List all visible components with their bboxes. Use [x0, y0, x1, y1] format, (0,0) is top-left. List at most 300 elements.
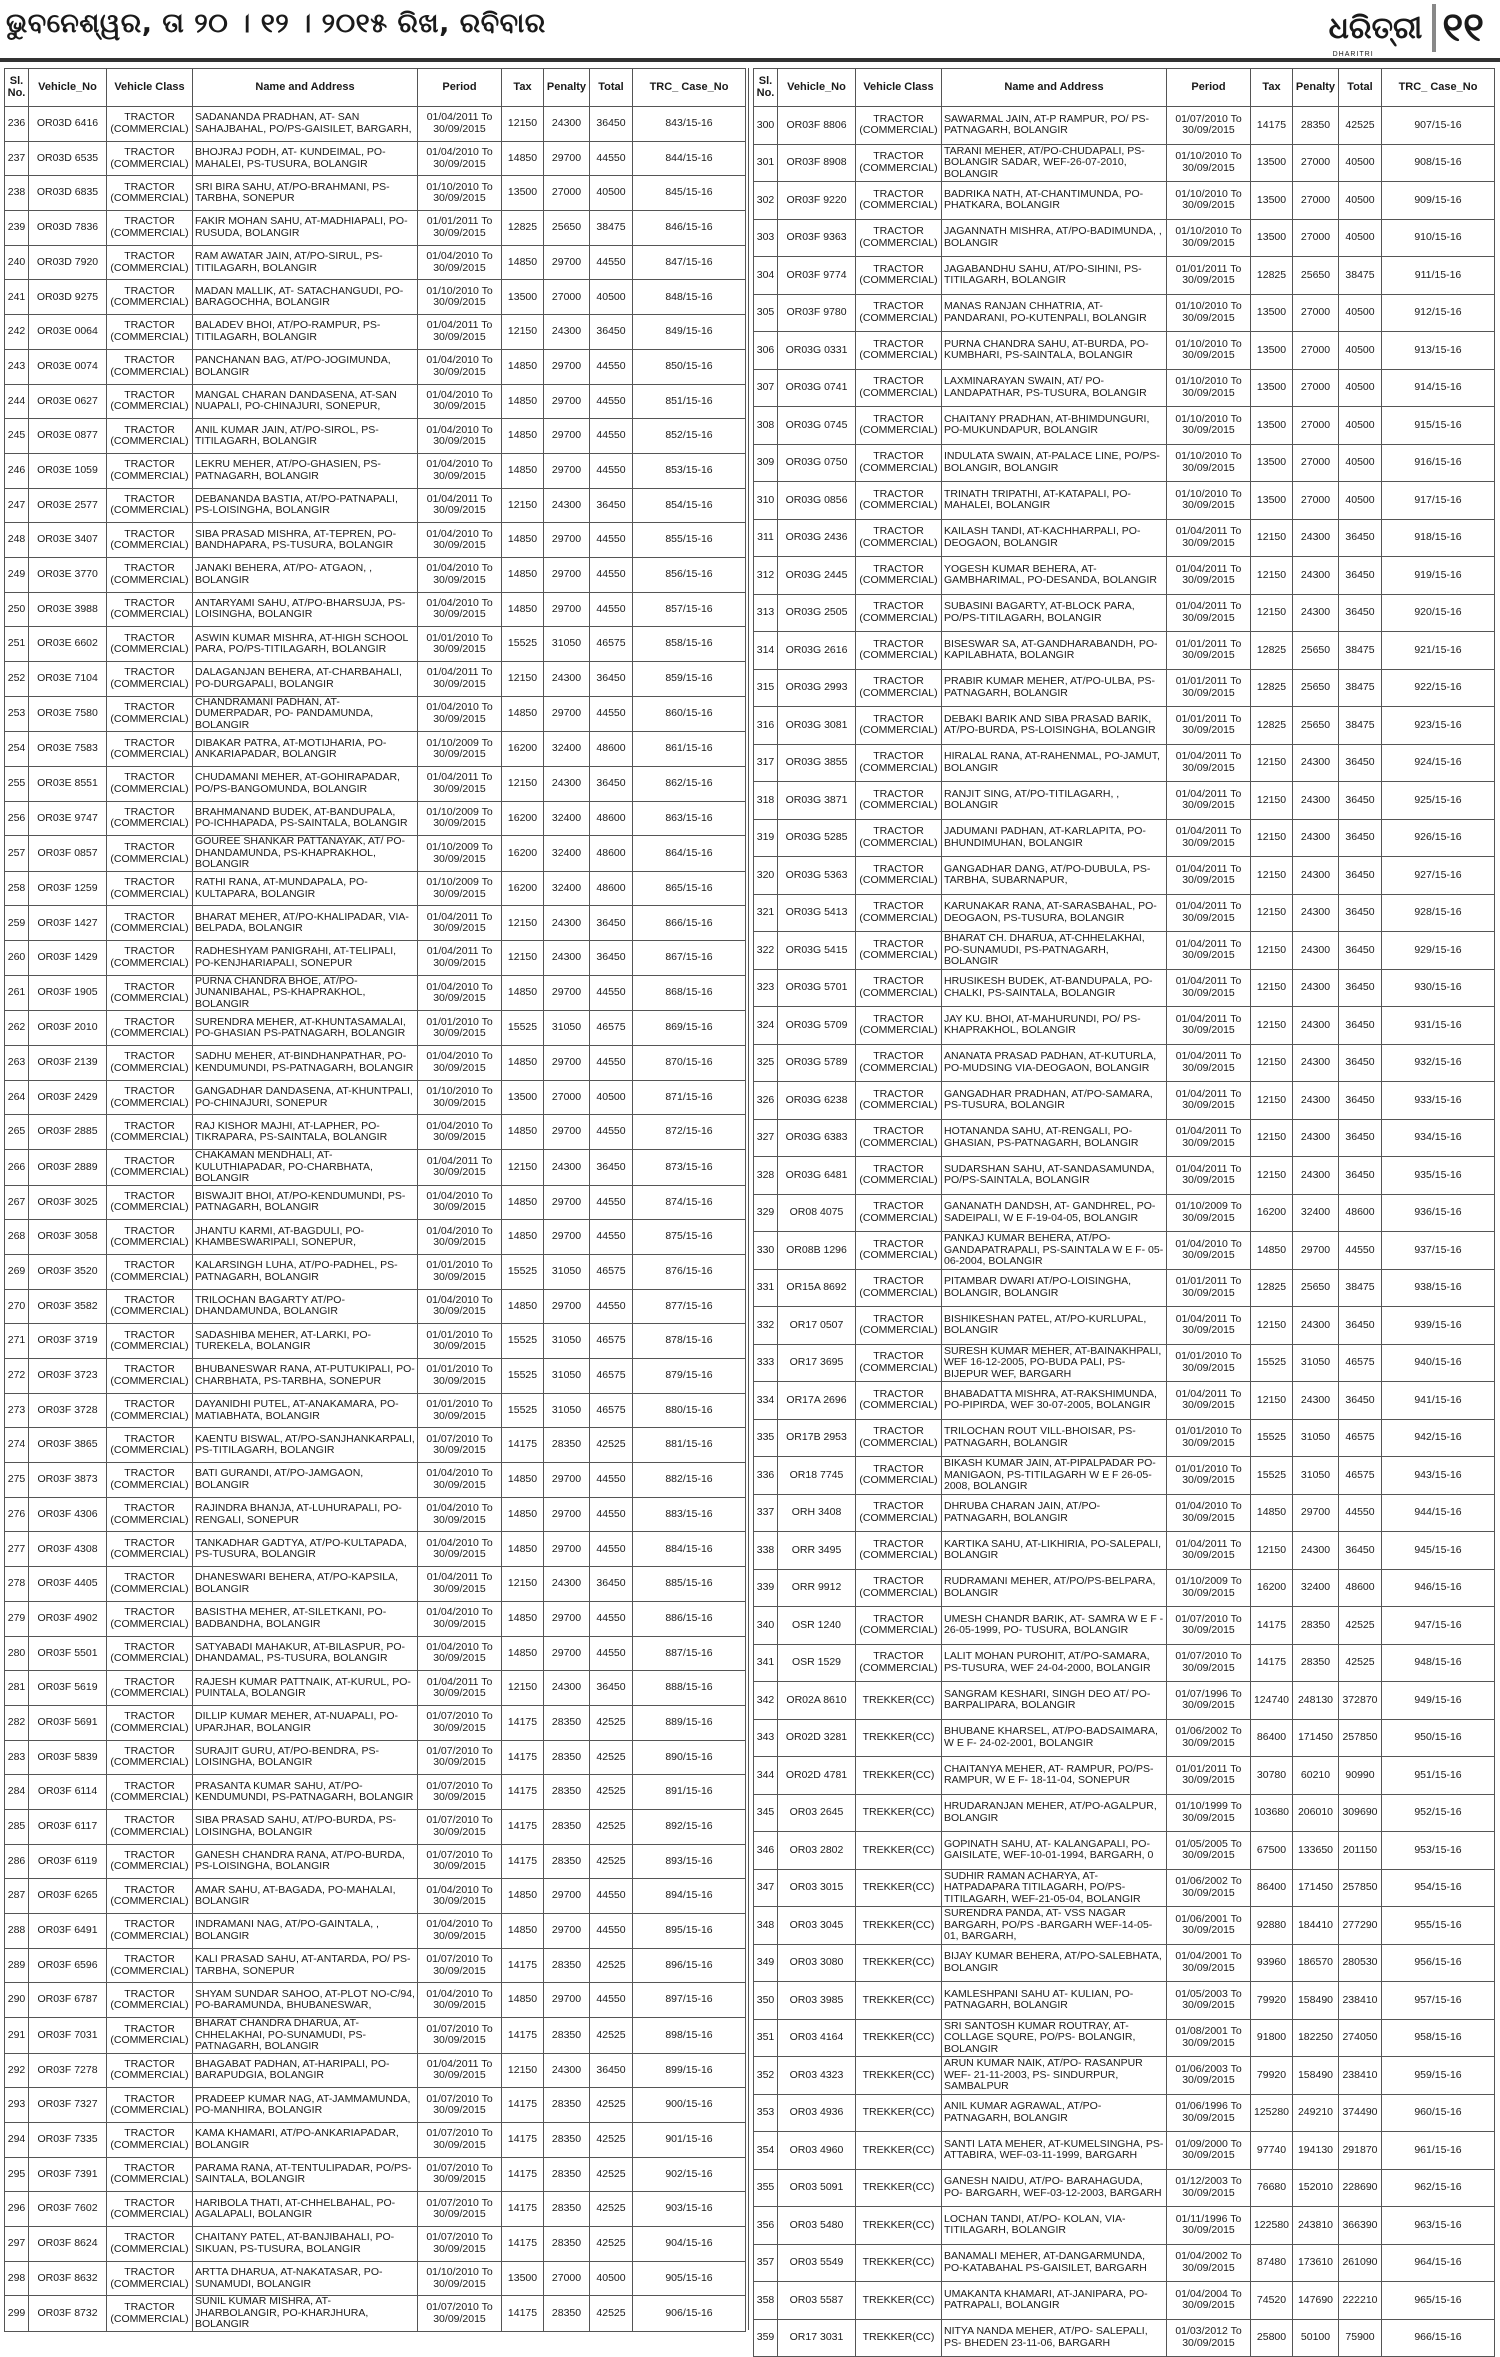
- cell-vehicle-no: OR03F 1259: [29, 871, 107, 906]
- cell-period: 01/04/2011 To 30/09/2015: [418, 662, 502, 697]
- cell-total: 42525: [590, 2122, 633, 2157]
- cell-sl-no: 336: [754, 1457, 778, 1495]
- col-header-trc-case-no: TRC_ Case_No: [633, 69, 746, 107]
- table-row: [754, 2319, 1495, 2357]
- table-row: [754, 2282, 1495, 2320]
- cell-period: 01/01/2011 To 30/09/2015: [1167, 1269, 1251, 1307]
- cell-penalty: 29700: [544, 1220, 590, 1255]
- cell-name-address: MANGAL CHARAN DANDASENA, AT-SAN NUAPALI, PO-CHINAJURI, SONEPUR,: [193, 384, 418, 419]
- table-row: [5, 176, 746, 211]
- cell-tax: 16200: [502, 732, 544, 767]
- cell-penalty: 29700: [544, 1601, 590, 1636]
- cell-sl-no: 340: [754, 1607, 778, 1645]
- cell-vehicle-no: OR17 0507: [778, 1307, 856, 1345]
- cell-vehicle-class: TREKKER(CC): [856, 1719, 942, 1757]
- col-header-tax: Tax: [1251, 69, 1293, 107]
- cell-tax: 13500: [1251, 482, 1293, 520]
- table-row: [5, 1428, 746, 1463]
- cell-name-address: SATYABADI MAHAKUR, AT-BILASPUR, PO-DHANDAMAL, PS-TUSURA, BOLANGIR: [193, 1636, 418, 1671]
- cell-total: 42525: [590, 2018, 633, 2054]
- cell-total: 42525: [590, 1740, 633, 1775]
- cell-vehicle-class: TRACTOR (COMMERCIAL): [107, 1220, 193, 1255]
- cell-penalty: 206010: [1293, 1794, 1339, 1832]
- cell-trc-case-no: 908/15-16: [1382, 144, 1495, 182]
- cell-period: 01/04/2010 To 30/09/2015: [418, 1532, 502, 1567]
- cell-total: 277290: [1339, 1907, 1382, 1945]
- cell-name-address: KAENTU BISWAL, AT/PO-SANJHANKARPALI, PS-TITILAGARH, BOLANGIR: [193, 1428, 418, 1463]
- cell-vehicle-class: TRACTOR (COMMERCIAL): [856, 782, 942, 820]
- cell-trc-case-no: 910/15-16: [1382, 219, 1495, 257]
- cell-vehicle-no: OR03E 7583: [29, 732, 107, 767]
- cell-penalty: 31050: [544, 1393, 590, 1428]
- cell-total: 36450: [590, 1567, 633, 1602]
- table-row: [754, 557, 1495, 595]
- cell-penalty: 29700: [544, 141, 590, 176]
- cell-period: 01/05/2005 To 30/09/2015: [1167, 1832, 1251, 1870]
- table-row: [754, 1494, 1495, 1532]
- cell-trc-case-no: 899/15-16: [633, 2053, 746, 2088]
- cell-vehicle-class: TREKKER(CC): [856, 2282, 942, 2320]
- cell-tax: 14850: [502, 1879, 544, 1914]
- cell-vehicle-no: OR03E 0064: [29, 315, 107, 350]
- cell-penalty: 24300: [544, 941, 590, 976]
- cell-sl-no: 293: [5, 2088, 29, 2123]
- cell-total: 38475: [1339, 707, 1382, 745]
- cell-period: 01/06/2001 To 30/09/2015: [1167, 1907, 1251, 1945]
- table-row: [754, 2132, 1495, 2170]
- cell-sl-no: 269: [5, 1254, 29, 1289]
- cell-total: 44550: [590, 1046, 633, 1081]
- cell-vehicle-no: OR03G 2505: [778, 594, 856, 632]
- cell-vehicle-class: TRACTOR (COMMERCIAL): [856, 1307, 942, 1345]
- cell-period: 01/01/2011 To 30/09/2015: [1167, 632, 1251, 670]
- cell-period: 01/10/2010 To 30/09/2015: [1167, 482, 1251, 520]
- cell-tax: 67500: [1251, 1832, 1293, 1870]
- cell-vehicle-class: TRACTOR (COMMERCIAL): [107, 836, 193, 872]
- cell-period: 01/04/2011 To 30/09/2015: [418, 766, 502, 801]
- cell-trc-case-no: 905/15-16: [633, 2261, 746, 2296]
- table-row: [754, 707, 1495, 745]
- table-body: [754, 107, 1495, 2357]
- table-row: [5, 2053, 746, 2088]
- cell-vehicle-no: OR03 3045: [778, 1907, 856, 1945]
- cell-penalty: 25650: [544, 211, 590, 246]
- cell-total: 36450: [590, 315, 633, 350]
- cell-name-address: KAMLESHPANI SAHU AT- KULIAN, PO-PATNAGARH, BOLANGIR: [942, 1982, 1167, 2020]
- cell-sl-no: 262: [5, 1011, 29, 1046]
- cell-total: 46575: [590, 1393, 633, 1428]
- cell-vehicle-no: OR03F 3728: [29, 1393, 107, 1428]
- table-row: [754, 1719, 1495, 1757]
- cell-name-address: LOCHAN TANDI, AT/PO- KOLAN, VIA-TITILAGARH, BOLANGIR: [942, 2207, 1167, 2245]
- cell-vehicle-no: OR03G 0331: [778, 332, 856, 370]
- cell-name-address: MANAS RANJAN CHHATRIA, AT-PANDARANI, PO-KUTENPALI, BOLANGIR: [942, 294, 1167, 332]
- cell-total: 309690: [1339, 1794, 1382, 1832]
- cell-tax: 14850: [502, 592, 544, 627]
- cell-vehicle-class: TRACTOR (COMMERCIAL): [856, 257, 942, 295]
- cell-sl-no: 283: [5, 1740, 29, 1775]
- cell-name-address: HRUSIKESH BUDEK, AT-BANDUPALA, PO-CHALKI, PS-SAINTALA, BOLANGIR: [942, 969, 1167, 1007]
- cell-total: 44550: [590, 1220, 633, 1255]
- cell-tax: 86400: [1251, 1719, 1293, 1757]
- cell-vehicle-class: TRACTOR (COMMERCIAL): [856, 744, 942, 782]
- cell-period: 01/01/2010 To 30/09/2015: [1167, 1457, 1251, 1495]
- cell-name-address: SIBA PRASAD MISHRA, AT-TEPREN, PO-BANDHAPARA, PS-TUSURA, BOLANGIR: [193, 523, 418, 558]
- cell-vehicle-no: OR03G 2445: [778, 557, 856, 595]
- cell-trc-case-no: 917/15-16: [1382, 482, 1495, 520]
- cell-total: 36450: [1339, 1044, 1382, 1082]
- cell-vehicle-no: OR03F 3719: [29, 1324, 107, 1359]
- table-row: [754, 632, 1495, 670]
- cell-name-address: TRINATH TRIPATHI, AT-KATAPALI, PO-MAHALEI, BOLANGIR: [942, 482, 1167, 520]
- cell-vehicle-no: OR03F 5501: [29, 1636, 107, 1671]
- cell-vehicle-no: OR03F 7602: [29, 2192, 107, 2227]
- cell-vehicle-no: OR03 4960: [778, 2132, 856, 2170]
- cell-penalty: 24300: [1293, 1157, 1339, 1195]
- cell-trc-case-no: 914/15-16: [1382, 369, 1495, 407]
- cell-tax: 74520: [1251, 2282, 1293, 2320]
- cell-trc-case-no: 850/15-16: [633, 349, 746, 384]
- cell-tax: 13500: [1251, 294, 1293, 332]
- cell-vehicle-class: TRACTOR (COMMERCIAL): [856, 144, 942, 182]
- cell-sl-no: 332: [754, 1307, 778, 1345]
- cell-period: 01/01/2010 To 30/09/2015: [418, 1324, 502, 1359]
- table-row: [5, 1011, 746, 1046]
- cell-penalty: 28350: [544, 1740, 590, 1775]
- cell-vehicle-class: TRACTOR (COMMERCIAL): [107, 1115, 193, 1150]
- cell-name-address: LAXMINARAYAN SWAIN, AT/ PO-LANDAPATHAR, PS-TUSURA, BOLANGIR: [942, 369, 1167, 407]
- cell-penalty: 24300: [1293, 594, 1339, 632]
- cell-total: 40500: [1339, 444, 1382, 482]
- cell-trc-case-no: 871/15-16: [633, 1080, 746, 1115]
- cell-penalty: 27000: [1293, 332, 1339, 370]
- cell-name-address: PARAMA RANA, AT-TENTULIPADAR, PO/PS-SAINTALA, BOLANGIR: [193, 2157, 418, 2192]
- table-row: [754, 819, 1495, 857]
- cell-period: 01/07/2010 To 30/09/2015: [418, 1809, 502, 1844]
- cell-trc-case-no: 964/15-16: [1382, 2244, 1495, 2282]
- cell-vehicle-no: OR03 2645: [778, 1794, 856, 1832]
- cell-penalty: 27000: [1293, 182, 1339, 220]
- cell-vehicle-no: OR03 5587: [778, 2282, 856, 2320]
- cell-total: 257850: [1339, 1869, 1382, 1907]
- cell-vehicle-class: TRACTOR (COMMERCIAL): [107, 1324, 193, 1359]
- cell-name-address: SIBA PRASAD SAHU, AT/PO-BURDA, PS-LOISINGHA, BOLANGIR: [193, 1809, 418, 1844]
- cell-name-address: ARUN KUMAR NAIK, AT/PO- RASANPUR WEF- 21-11-2003, PS- SINDURPUR, SAMBALPUR: [942, 2057, 1167, 2095]
- cell-tax: 14175: [502, 2122, 544, 2157]
- cell-period: 01/04/2011 To 30/09/2015: [418, 488, 502, 523]
- cell-period: 01/04/2011 To 30/09/2015: [418, 107, 502, 142]
- cell-vehicle-class: TRACTOR (COMMERCIAL): [856, 1194, 942, 1232]
- cell-total: 42525: [1339, 107, 1382, 145]
- cell-total: 44550: [1339, 1494, 1382, 1532]
- cell-name-address: ARTTA DHARUA, AT-NAKATASAR, PO-SUNAMUDI, BOLANGIR: [193, 2261, 418, 2296]
- cell-name-address: PANCHANAN BAG, AT/PO-JOGIMUNDA, BOLANGIR: [193, 349, 418, 384]
- table-row: [5, 1636, 746, 1671]
- cell-name-address: BRAHMANAND BUDEK, AT-BANDUPALA, PO-ICHHAPADA, PS-SAINTALA, BOLANGIR: [193, 801, 418, 836]
- cell-total: 36450: [590, 2053, 633, 2088]
- cell-tax: 12825: [1251, 707, 1293, 745]
- cell-total: 38475: [1339, 632, 1382, 670]
- cell-trc-case-no: 901/15-16: [633, 2122, 746, 2157]
- cell-tax: 14850: [502, 1115, 544, 1150]
- cell-name-address: RAJESH KUMAR PATTNAIK, AT-KURUL, PO-PUINTALA, BOLANGIR: [193, 1671, 418, 1706]
- cell-total: 42525: [1339, 1607, 1382, 1645]
- col-header-name-address: Name and Address: [193, 69, 418, 107]
- cell-sl-no: 307: [754, 369, 778, 407]
- cell-period: 01/04/2010 To 30/09/2015: [418, 1636, 502, 1671]
- cell-trc-case-no: 937/15-16: [1382, 1232, 1495, 1270]
- cell-name-address: ANANATA PRASAD PADHAN, AT-KUTURLA, PO-MUDSING VIA-DEOGAON, BOLANGIR: [942, 1044, 1167, 1082]
- cell-penalty: 24300: [544, 906, 590, 941]
- cell-sl-no: 280: [5, 1636, 29, 1671]
- cell-tax: 15525: [502, 1359, 544, 1394]
- cell-name-address: RATHI RANA, AT-MUNDAPALA, PO-KULTAPARA, BOLANGIR: [193, 871, 418, 906]
- cell-name-address: FAKIR MOHAN SAHU, AT-MADHIAPALI, PO-RUSUDA, BOLANGIR: [193, 211, 418, 246]
- cell-trc-case-no: 957/15-16: [1382, 1982, 1495, 2020]
- cell-penalty: 31050: [1293, 1344, 1339, 1382]
- cell-sl-no: 248: [5, 523, 29, 558]
- cell-name-address: INDULATA SWAIN, AT-PALACE LINE, PO/PS-BOLANGIR, BOLANGIR: [942, 444, 1167, 482]
- cell-name-address: YOGESH KUMAR BEHERA, AT-GAMBHARIMAL, PO-DESANDA, BOLANGIR: [942, 557, 1167, 595]
- cell-total: 40500: [590, 176, 633, 211]
- table-row: [754, 1269, 1495, 1307]
- cell-sl-no: 339: [754, 1569, 778, 1607]
- cell-period: 01/01/2011 To 30/09/2015: [1167, 1757, 1251, 1795]
- cell-trc-case-no: 856/15-16: [633, 557, 746, 592]
- cell-total: 42525: [590, 1705, 633, 1740]
- table-row: [754, 1119, 1495, 1157]
- cell-tax: 91800: [1251, 2019, 1293, 2057]
- cell-total: 44550: [590, 1115, 633, 1150]
- cell-total: 36450: [1339, 519, 1382, 557]
- cell-total: 46575: [1339, 1344, 1382, 1382]
- table-row: [5, 1983, 746, 2018]
- cell-penalty: 24300: [544, 662, 590, 697]
- cell-vehicle-class: TRACTOR (COMMERCIAL): [856, 894, 942, 932]
- cell-trc-case-no: 896/15-16: [633, 1948, 746, 1983]
- table-row: [754, 1457, 1495, 1495]
- table-row: [5, 1115, 746, 1150]
- cell-vehicle-no: OR17 3695: [778, 1344, 856, 1382]
- cell-trc-case-no: 876/15-16: [633, 1254, 746, 1289]
- cell-trc-case-no: 852/15-16: [633, 419, 746, 454]
- cell-vehicle-no: OR17A 2696: [778, 1382, 856, 1420]
- cell-vehicle-no: OR03 3015: [778, 1869, 856, 1907]
- cell-sl-no: 282: [5, 1705, 29, 1740]
- cell-vehicle-class: TRACTOR (COMMERCIAL): [856, 1344, 942, 1382]
- cell-period: 01/04/2011 To 30/09/2015: [1167, 819, 1251, 857]
- cell-vehicle-class: TRACTOR (COMMERCIAL): [107, 488, 193, 523]
- cell-tax: 16200: [502, 836, 544, 872]
- cell-vehicle-no: OR03F 8632: [29, 2261, 107, 2296]
- cell-penalty: 25650: [1293, 257, 1339, 295]
- cell-sl-no: 324: [754, 1007, 778, 1045]
- table-row: [754, 1944, 1495, 1982]
- cell-sl-no: 292: [5, 2053, 29, 2088]
- table-body: [5, 107, 746, 2332]
- cell-trc-case-no: 868/15-16: [633, 975, 746, 1011]
- cell-tax: 14850: [502, 1497, 544, 1532]
- cell-tax: 14850: [502, 696, 544, 732]
- col-header-penalty: Penalty: [1293, 69, 1339, 107]
- table-row: [754, 894, 1495, 932]
- cell-total: 36450: [1339, 932, 1382, 970]
- cell-vehicle-no: OR03G 6383: [778, 1119, 856, 1157]
- cell-period: 01/06/2002 To 30/09/2015: [1167, 1719, 1251, 1757]
- cell-tax: 14850: [1251, 1494, 1293, 1532]
- cell-vehicle-no: OR03F 7327: [29, 2088, 107, 2123]
- cell-vehicle-class: TRACTOR (COMMERCIAL): [107, 349, 193, 384]
- cell-period: 01/04/2010 To 30/09/2015: [418, 975, 502, 1011]
- cell-total: 40500: [1339, 219, 1382, 257]
- cell-period: 01/04/2011 To 30/09/2015: [1167, 1532, 1251, 1570]
- cell-name-address: SRI BIRA SAHU, AT/PO-BRAHMANI, PS-TARBHA, SONEPUR: [193, 176, 418, 211]
- cell-period: 01/04/2004 To 30/09/2015: [1167, 2282, 1251, 2320]
- cell-tax: 12150: [502, 1671, 544, 1706]
- cell-vehicle-no: OR17 3031: [778, 2319, 856, 2357]
- cell-period: 01/01/2011 To 30/09/2015: [418, 211, 502, 246]
- table-row: [754, 219, 1495, 257]
- cell-period: 01/07/2010 To 30/09/2015: [418, 2192, 502, 2227]
- cell-penalty: 27000: [1293, 482, 1339, 520]
- cell-trc-case-no: 869/15-16: [633, 1011, 746, 1046]
- cell-name-address: SUDARSHAN SAHU, AT-SANDASAMUNDA, PO/PS-SAINTALA, BOLANGIR: [942, 1157, 1167, 1195]
- cell-period: 01/10/2010 To 30/09/2015: [1167, 294, 1251, 332]
- cell-total: 48600: [590, 801, 633, 836]
- table-row: [5, 836, 746, 872]
- cell-sl-no: 311: [754, 519, 778, 557]
- cell-penalty: 24300: [1293, 1044, 1339, 1082]
- cell-name-address: BHUBANESWAR RANA, AT-PUTUKIPALI, PO-CHARBHATA, PS-TARBHA, SONEPUR: [193, 1359, 418, 1394]
- cell-vehicle-no: OR03F 6114: [29, 1775, 107, 1810]
- cell-vehicle-class: TREKKER(CC): [856, 2207, 942, 2245]
- table-row: [5, 1080, 746, 1115]
- cell-sl-no: 242: [5, 315, 29, 350]
- cell-penalty: 28350: [544, 1428, 590, 1463]
- cell-penalty: 29700: [544, 1636, 590, 1671]
- cell-penalty: 29700: [544, 1532, 590, 1567]
- table-row: [5, 2088, 746, 2123]
- cell-vehicle-no: OR03E 8551: [29, 766, 107, 801]
- col-header-name-address: Name and Address: [942, 69, 1167, 107]
- cell-penalty: 29700: [544, 453, 590, 488]
- cell-trc-case-no: 948/15-16: [1382, 1644, 1495, 1682]
- cell-total: 42525: [590, 1775, 633, 1810]
- table-row: [5, 523, 746, 558]
- cell-sl-no: 258: [5, 871, 29, 906]
- cell-name-address: ANIL KUMAR JAIN, AT/PO-SIROL, PS-TITILAGARH, BOLANGIR: [193, 419, 418, 454]
- cell-trc-case-no: 915/15-16: [1382, 407, 1495, 445]
- cell-tax: 125280: [1251, 2094, 1293, 2132]
- cell-vehicle-class: TRACTOR (COMMERCIAL): [107, 2157, 193, 2192]
- cell-period: 01/06/2002 To 30/09/2015: [1167, 1869, 1251, 1907]
- cell-penalty: 152010: [1293, 2169, 1339, 2207]
- cell-trc-case-no: 884/15-16: [633, 1532, 746, 1567]
- table-row: [5, 801, 746, 836]
- cell-vehicle-class: TRACTOR (COMMERCIAL): [856, 1119, 942, 1157]
- cell-tax: 14850: [502, 1601, 544, 1636]
- cell-tax: 122580: [1251, 2207, 1293, 2245]
- cell-tax: 30780: [1251, 1757, 1293, 1795]
- table-row: [754, 1157, 1495, 1195]
- cell-trc-case-no: 864/15-16: [633, 836, 746, 872]
- cell-tax: 13500: [1251, 332, 1293, 370]
- cell-penalty: 31050: [1293, 1419, 1339, 1457]
- cell-total: 366390: [1339, 2207, 1382, 2245]
- cell-trc-case-no: 921/15-16: [1382, 632, 1495, 670]
- cell-penalty: 25650: [1293, 669, 1339, 707]
- table-row: [5, 1289, 746, 1324]
- cell-sl-no: 239: [5, 211, 29, 246]
- notice-table-right: [753, 68, 1495, 2357]
- cell-penalty: 50100: [1293, 2319, 1339, 2357]
- cell-trc-case-no: 891/15-16: [633, 1775, 746, 1810]
- cell-period: 01/04/2010 To 30/09/2015: [418, 557, 502, 592]
- cell-vehicle-no: OR03F 3025: [29, 1185, 107, 1220]
- cell-total: 36450: [1339, 819, 1382, 857]
- cell-vehicle-class: TRACTOR (COMMERCIAL): [107, 766, 193, 801]
- cell-penalty: 24300: [1293, 782, 1339, 820]
- cell-tax: 15525: [1251, 1457, 1293, 1495]
- cell-trc-case-no: 960/15-16: [1382, 2094, 1495, 2132]
- cell-name-address: PITAMBAR DWARI AT/PO-LOISINGHA, BOLANGIR, BOLANGIR: [942, 1269, 1167, 1307]
- cell-period: 01/04/2010 To 30/09/2015: [418, 1185, 502, 1220]
- table-row: [5, 107, 746, 142]
- table-row: [5, 557, 746, 592]
- cell-penalty: 24300: [544, 1567, 590, 1602]
- cell-period: 01/10/2010 To 30/09/2015: [1167, 182, 1251, 220]
- cell-penalty: 24300: [1293, 969, 1339, 1007]
- cell-penalty: 29700: [544, 1185, 590, 1220]
- cell-trc-case-no: 872/15-16: [633, 1115, 746, 1150]
- cell-tax: 12825: [502, 211, 544, 246]
- cell-vehicle-no: OR03G 5701: [778, 969, 856, 1007]
- cell-vehicle-class: TREKKER(CC): [856, 2132, 942, 2170]
- cell-tax: 14175: [502, 1809, 544, 1844]
- cell-vehicle-class: TRACTOR (COMMERCIAL): [856, 669, 942, 707]
- cell-tax: 12825: [1251, 632, 1293, 670]
- cell-vehicle-class: TRACTOR (COMMERCIAL): [107, 1463, 193, 1498]
- cell-period: 01/01/2010 To 30/09/2015: [418, 1011, 502, 1046]
- cell-period: 01/04/2011 To 30/09/2015: [1167, 857, 1251, 895]
- cell-vehicle-class: TREKKER(CC): [856, 2094, 942, 2132]
- cell-period: 01/01/2010 To 30/09/2015: [418, 627, 502, 662]
- cell-vehicle-no: OR03F 4308: [29, 1532, 107, 1567]
- cell-penalty: 28350: [544, 2192, 590, 2227]
- cell-trc-case-no: 936/15-16: [1382, 1194, 1495, 1232]
- cell-vehicle-no: OR03 3985: [778, 1982, 856, 2020]
- cell-total: 36450: [590, 107, 633, 142]
- table-row: [5, 2122, 746, 2157]
- cell-vehicle-no: OR03E 7104: [29, 662, 107, 697]
- cell-vehicle-no: OR03F 6119: [29, 1844, 107, 1879]
- cell-vehicle-class: TREKKER(CC): [856, 1832, 942, 1870]
- cell-sl-no: 327: [754, 1119, 778, 1157]
- table-row: [5, 1150, 746, 1186]
- table-row: [754, 1607, 1495, 1645]
- cell-total: 44550: [590, 557, 633, 592]
- cell-trc-case-no: 866/15-16: [633, 906, 746, 941]
- cell-vehicle-class: TRACTOR (COMMERCIAL): [856, 1382, 942, 1420]
- cell-tax: 15525: [502, 1393, 544, 1428]
- table-row: [5, 1324, 746, 1359]
- table-row: [5, 1775, 746, 1810]
- cell-period: 01/04/2010 To 30/09/2015: [1167, 1232, 1251, 1270]
- table-row: [5, 141, 746, 176]
- cell-name-address: DIBAKAR PATRA, AT-MOTIJHARIA, PO-ANKARIAPADAR, BOLANGIR: [193, 732, 418, 767]
- cell-penalty: 31050: [544, 1324, 590, 1359]
- cell-vehicle-class: TRACTOR (COMMERCIAL): [107, 592, 193, 627]
